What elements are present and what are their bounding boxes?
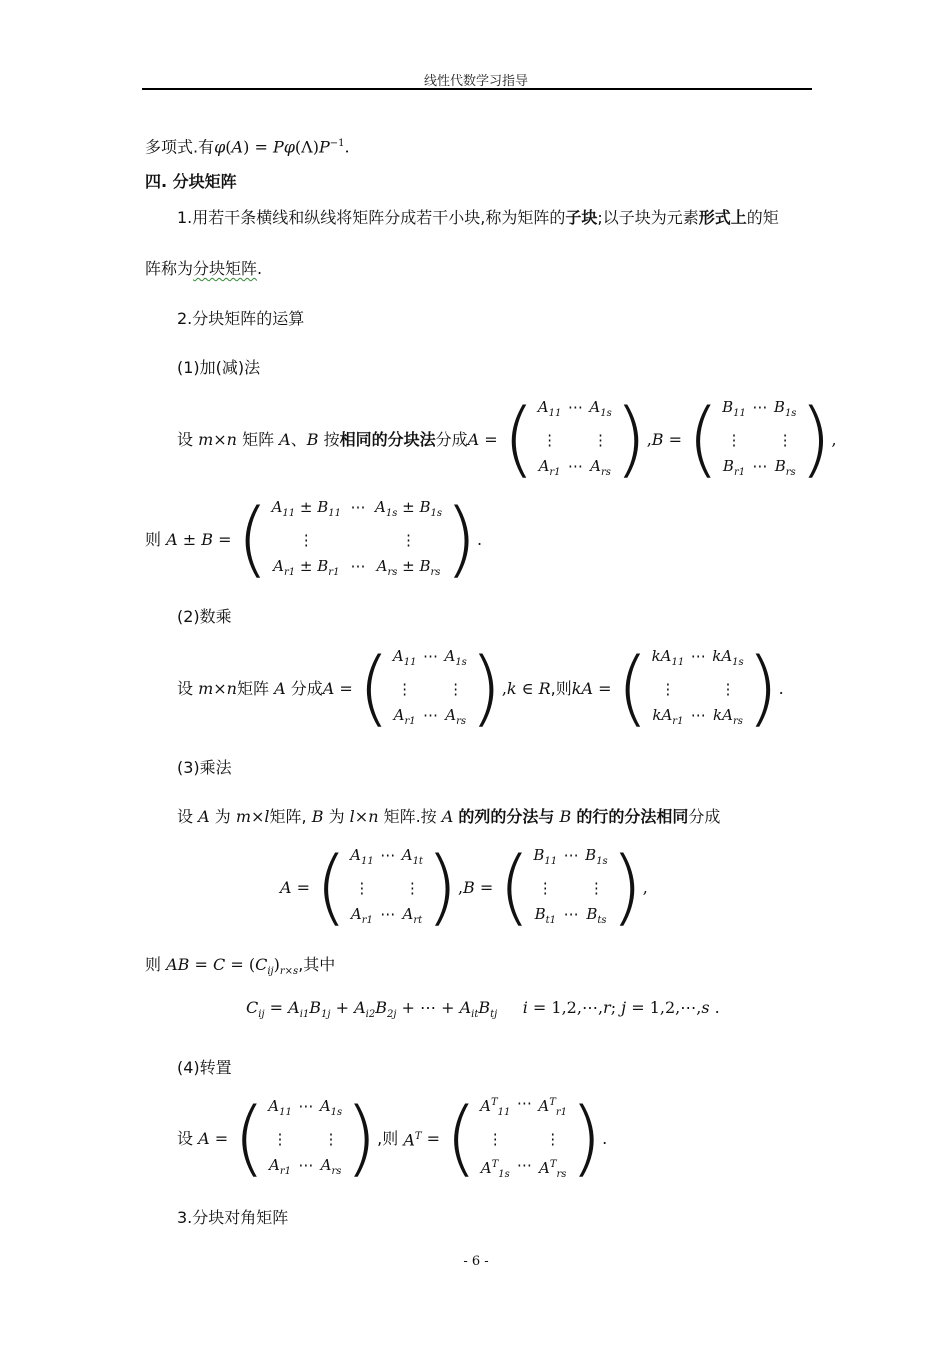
matrix-A-transpose-src: ( $A_{11}$ ⋯ $A_{1s}$ ⋮ ⋮ $A_{r1}$ ⋯ $A_{rs}$ ) [233, 1091, 378, 1186]
matrix-A-plus-B: ( $A_{11} \pm B_{11}$ ⋯ $A_{1s} \pm B_{1s}$ ⋮ ⋮ $A_{r1} \pm B_{r1}$ ⋯ $A_{rs} \pm B_{rs}$ ) [236, 492, 478, 587]
mult-text-4: 为 [328, 807, 345, 826]
scalar-text-2: 矩阵 [236, 679, 269, 698]
mult-term-row-partition: 的行的分法相同 [576, 807, 689, 826]
def-text-4: 阵称为 [145, 259, 194, 278]
add-text-1: 设 [177, 430, 194, 449]
mult-result-text-2: ,其中 [298, 955, 336, 974]
header-rule [142, 88, 812, 90]
def-text-1: 1.用若干条横线和纵线将矩阵分成若干小块,称为矩阵的 [177, 208, 566, 227]
paragraph-definition-cont [145, 259, 262, 279]
line-polynomial-text: 多项式.有 [145, 137, 215, 157]
matrix-A-blocks: ( $A_{11}$ ⋯ $A_{1s}$ ⋮ ⋮ $A_{r1}$ ⋯ $A_{rs}$ ) [502, 392, 647, 487]
mult-term-col-partition: 的列的分法与 [458, 807, 555, 826]
def-term-formal: 形式上 [698, 208, 747, 227]
mult-text-6: 分成 [688, 807, 721, 826]
formula-phi: φ [214, 137, 226, 157]
subsection-operations: 2.分块矩阵的运算 [177, 309, 305, 328]
page-header: 线性代数学习指导 [423, 74, 528, 89]
add-text-4: 分成 [435, 430, 468, 449]
addition-result: 则 A ± B = ( $A_{11} \pm B_{11}$ ⋯ $A_{1s} \pm B_{1s}$ ⋮ ⋮ $A_{r1} \pm B_{r1}$ ⋯ $A_{rs} \pm B_{rs}$ ) . [145, 492, 483, 587]
def-text-3: 的矩 [746, 208, 779, 227]
add-text-2: 矩阵 [242, 430, 275, 449]
add-text-3: 按 [323, 430, 340, 449]
formula-Cij: $C_{ij} = A_{i1}B_{1j} + A_{i2}B_{2j}$ + ⋯ + $A_{it}B_{tj}$ i = 1,2,⋯,r; j = 1,2,⋯,s . [246, 998, 720, 1021]
matrix-A-transposed: ( $A^T_{11}$ ⋯ $A^T_{r1}$ ⋮ ⋮ $A^T_{1s}$ ⋯ $A^T_{rs}$ ) [445, 1091, 603, 1186]
transpose-text-1: 设 [177, 1129, 194, 1148]
mult-text-2: 为 [214, 807, 231, 826]
add-term-same-partition: 相同的分块法 [339, 430, 436, 449]
add-result-text: 则 [145, 530, 162, 549]
matrix-kA: ( $kA_{11}$ ⋯ $kA_{1s}$ ⋮ ⋮ $kA_{r1}$ ⋯ $kA_{rs}$ ) [616, 641, 779, 736]
scalar-text-1: 设 [177, 679, 194, 698]
matrix-A-mult: ( $A_{11}$ ⋯ $A_{1t}$ ⋮ ⋮ $A_{r1}$ ⋯ $A_{rt}$ ) [315, 840, 458, 935]
matrix-B-blocks: ( $B_{11}$ ⋯ $B_{1s}$ ⋮ ⋮ $B_{r1}$ ⋯ $B_{rs}$ ) [687, 392, 832, 487]
mult-text-5: 矩阵.按 [383, 807, 437, 826]
mult-result-text-1: 则 [145, 955, 162, 974]
def-text-2: ;以子块为元素 [597, 208, 699, 227]
matrix-A-scalar: ( $A_{11}$ ⋯ $A_{1s}$ ⋮ ⋮ $A_{r1}$ ⋯ $A_{rs}$ ) [357, 641, 502, 736]
subsection-block-diagonal: 3.分块对角矩阵 [177, 1208, 289, 1227]
mult-text-3: 矩阵, [269, 807, 307, 826]
scalar-text-4: ,则 [550, 679, 572, 698]
paragraph-definition [177, 208, 779, 228]
subsection-transpose: (4)转置 [177, 1058, 232, 1077]
multiplication-matrices: A = ( $A_{11}$ ⋯ $A_{1t}$ ⋮ ⋮ $A_{r1}$ ⋯ $A_{rt}$ ) , B = ( $B_{11}$ ⋯ $B_{1s}$ ⋮ ⋮ $B_{t1}$ ⋯ $B_{ts}$ ) , [280, 840, 648, 935]
transpose-definition: 设 A = ( $A_{11}$ ⋯ $A_{1s}$ ⋮ ⋮ $A_{r1}$ ⋯ $A_{rs}$ ) ,则 $A^T$ = ( $A^T_{11}$ ⋯ $A^T_{r1}$ ⋮ ⋮ $A^T_{1s}$ ⋯ $A^T_{rs}$ ) . [177, 1091, 608, 1186]
multiplication-result: 则 AB = $C = (C_{ij})_{r\times s}$,其中 [145, 955, 336, 978]
def-term-subblock: 子块 [565, 208, 598, 227]
page-number: - 6 - [463, 1254, 489, 1269]
scalar-text-3: 分成 [290, 679, 323, 698]
addition-definition: 设 m×n 矩阵 A 、 B 按 相同的分块法 分成 A = ( $A_{11}$ ⋯ $A_{1s}$ ⋮ ⋮ $A_{r1}$ ⋯ $A_{rs}$ ) , B = ( $B_{11}$ ⋯ $B_{1s}$ ⋮ ⋮ $B_{r1}$ ⋯ $B_{rs}$ ) , [177, 392, 837, 487]
subsection-multiplication: (3)乘法 [177, 758, 232, 777]
multiplication-definition: 设 A 为 m×l矩阵, B 为 l×n 矩阵.按 A 的列的分法与 B 的行的分法相同分成 [177, 807, 721, 826]
mult-text-1: 设 [177, 807, 194, 826]
transpose-text-2: ,则 [377, 1129, 399, 1148]
line-polynomial: 多项式.有$\varphi(A) = P\varphi(\Lambda)P^{-1}$. [145, 137, 350, 157]
scalar-definition: 设 m×n 矩阵 A 分成 A = ( $A_{11}$ ⋯ $A_{1s}$ ⋮ ⋮ $A_{r1}$ ⋯ $A_{rs}$ ) , k ∈ R ,则 kA = ( $kA_{11}$ ⋯ $kA_{1s}$ ⋮ ⋮ $kA_{r1}$ ⋯ $kA_{rs}$ ) . [177, 641, 784, 736]
matrix-B-mult: ( $B_{11}$ ⋯ $B_{1s}$ ⋮ ⋮ $B_{t1}$ ⋯ $B_{ts}$ ) [498, 840, 643, 935]
def-text-5: . [257, 259, 263, 278]
def-term-block-matrix: 分块矩阵 [193, 259, 258, 278]
subsection-scalar: (2)数乘 [177, 607, 232, 626]
subsection-addition: (1)加(减)法 [177, 358, 261, 377]
section-title: 四. 分块矩阵 [145, 172, 237, 191]
